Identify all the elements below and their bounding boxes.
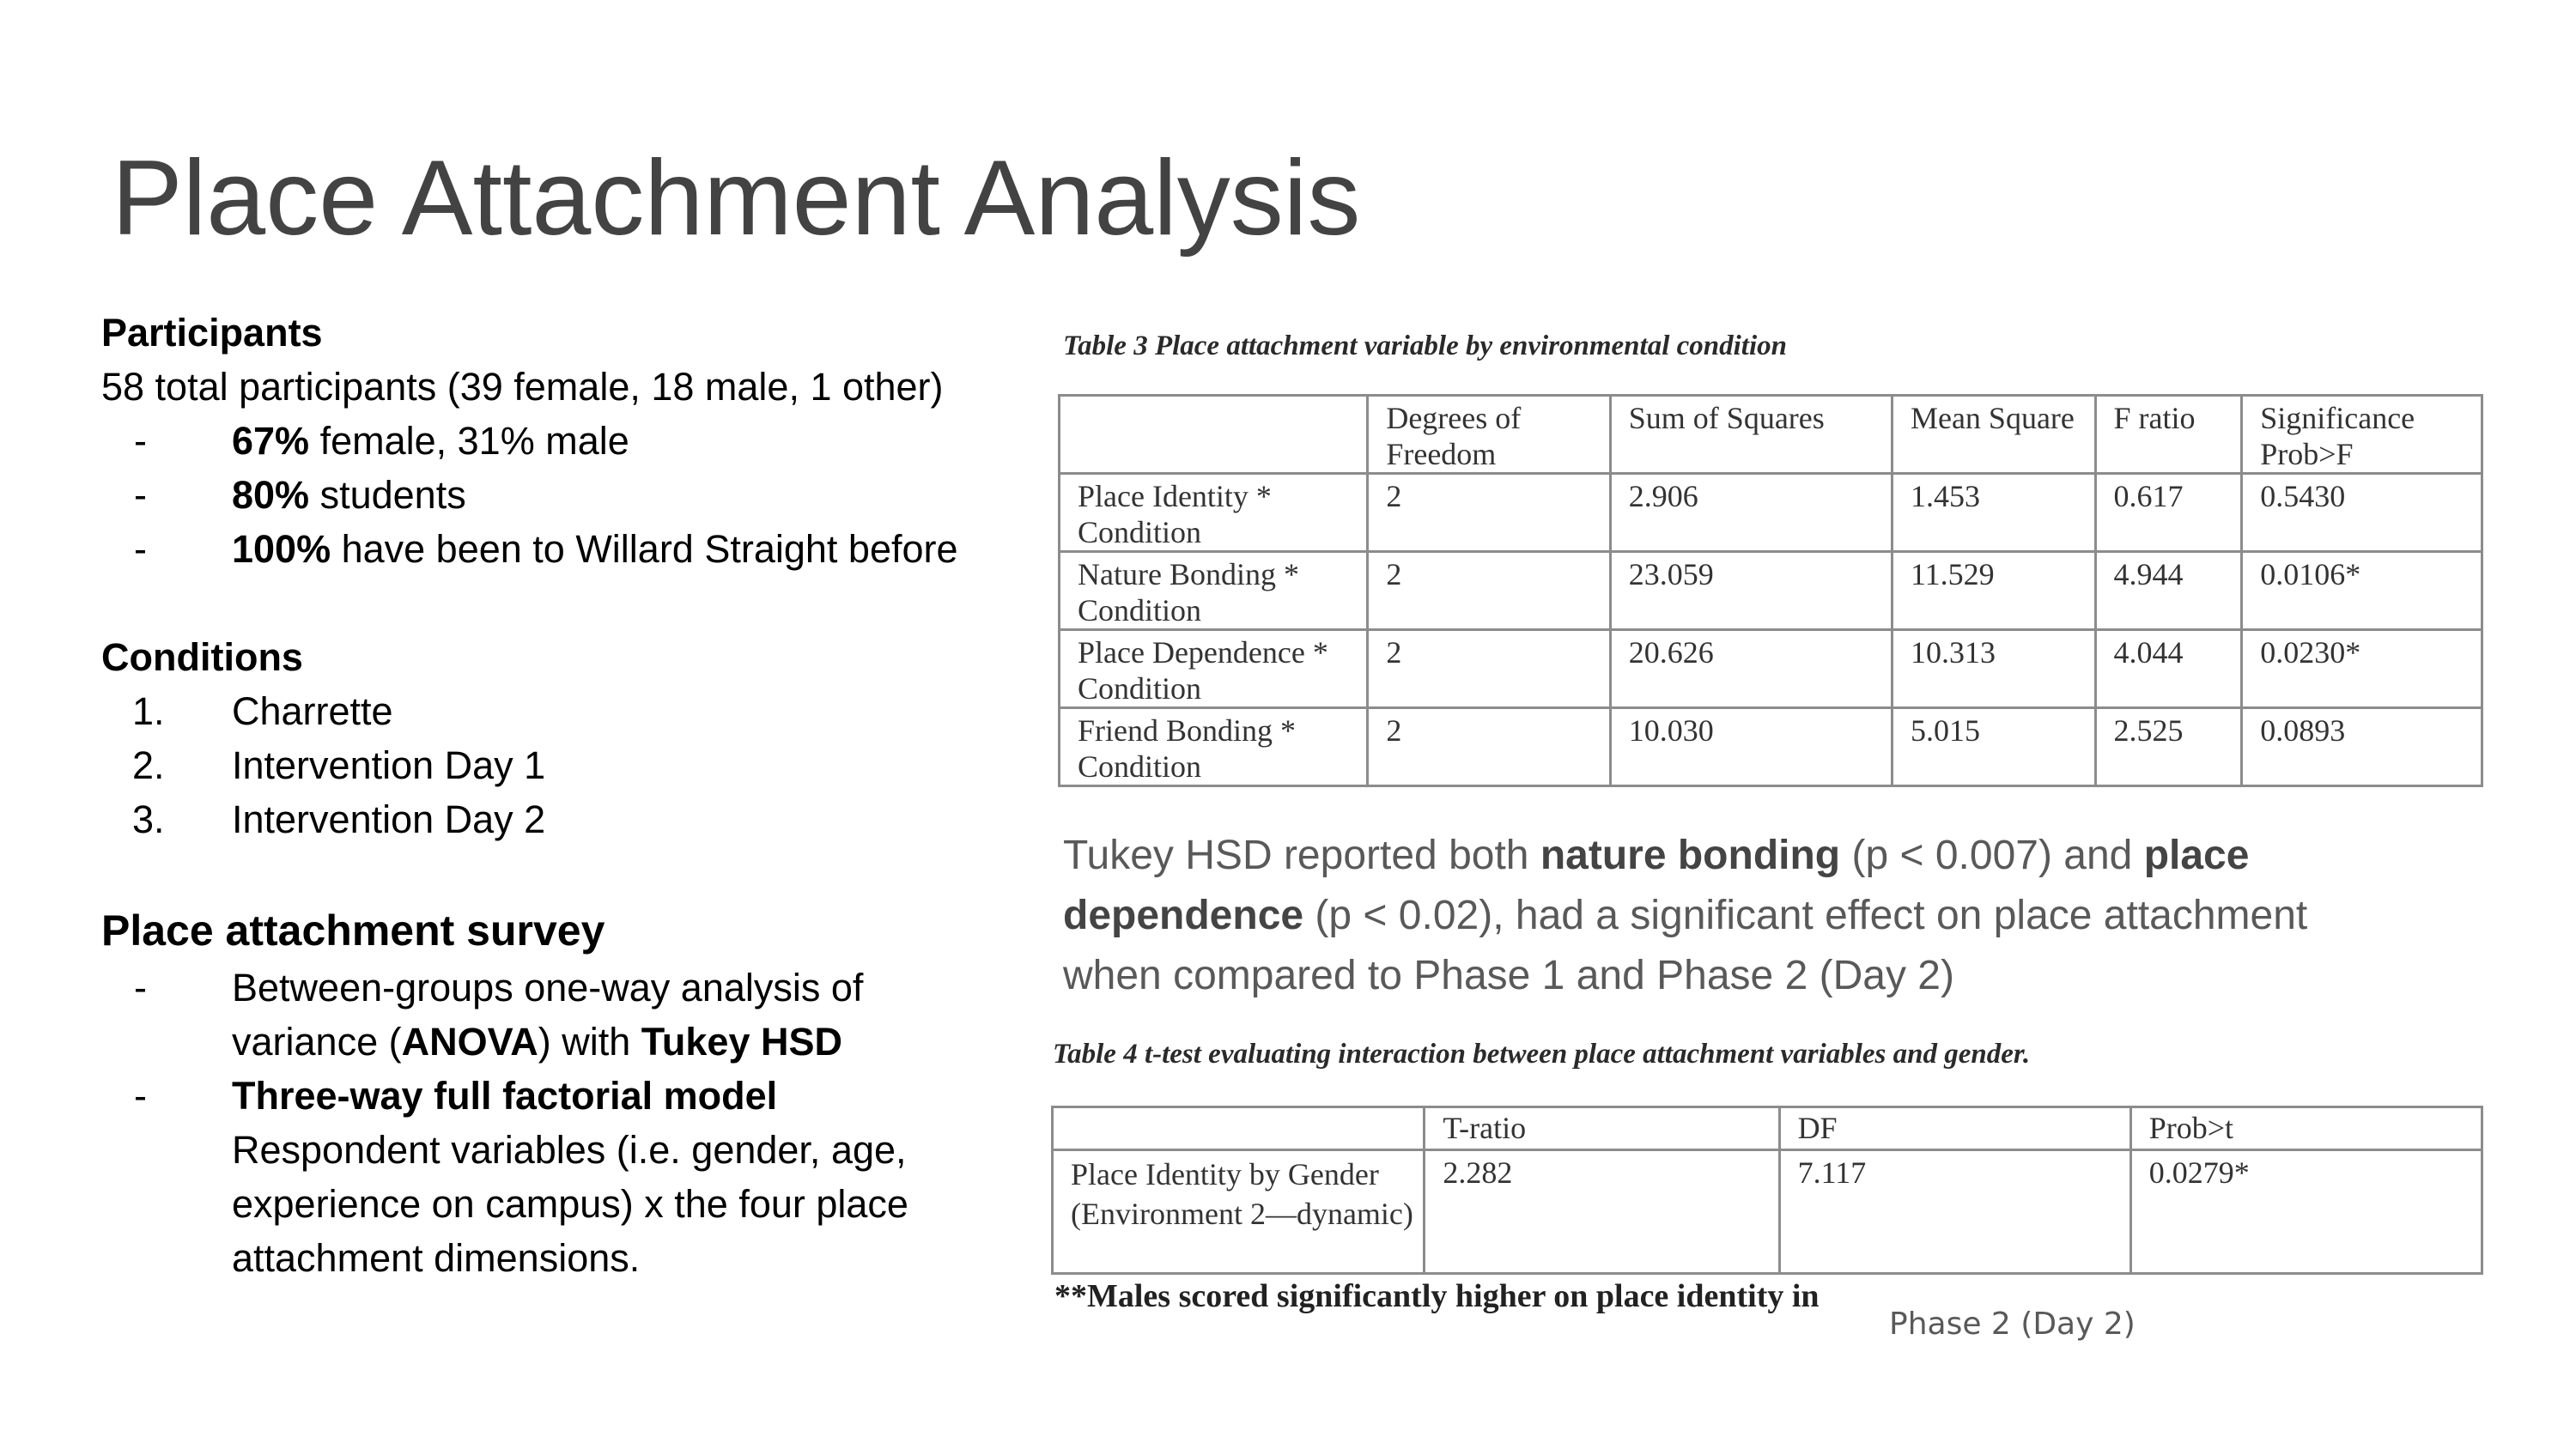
bullet-bold: 80% [232,473,310,517]
table-cell: Significance Prob>F [2242,396,2482,474]
bullet-marker: - [134,1074,147,1118]
tukey-paragraph [1063,826,2403,1006]
participants-bullet [101,414,1012,468]
table3 [1058,394,2483,787]
left-column [101,306,1012,1285]
condition-text: Intervention Day 1 [232,743,546,787]
table-cell [1060,396,1368,474]
participants-heading: Participants [101,311,323,355]
table-cell [1053,1107,1425,1150]
survey-text-line [232,1015,1012,1069]
nature-bonding-bold: nature bonding [1540,833,1841,878]
slide-title: Place Attachment Analysis [112,139,1361,258]
table-cell: 4.044 [2095,630,2242,708]
bullet-text: female, 31% male [309,419,629,463]
table-cell: Nature Bonding * Condition [1060,552,1368,630]
table-cell: 2 [1368,708,1610,786]
table-cell: Place Identity by Gender (Environment 2—dynamic) [1053,1150,1425,1274]
table-cell: 23.059 [1610,552,1892,630]
table-cell: Place Identity * Condition [1060,474,1368,552]
table-cell: 2.282 [1425,1150,1779,1274]
factorial-bold: Three-way full factorial model [232,1074,778,1118]
table-cell: 2 [1368,552,1610,630]
table-cell: 0.0893 [2242,708,2482,786]
table-cell: Sum of Squares [1610,396,1892,474]
table-cell: 2.525 [2095,708,2242,786]
condition-text: Intervention Day 2 [232,797,546,841]
table-cell: 11.529 [1892,552,2095,630]
condition-text: Charrette [232,689,393,733]
bullet-bold: 100% [232,527,331,571]
text-run: (p < 0.02), had a significant effect on place attachment when compared to Phase 1 and Phase 2 (Day 2) [1063,893,2308,998]
survey-text: experience on campus) x the four place [232,1182,908,1226]
table-cell: Friend Bonding * Condition [1060,708,1368,786]
table-cell: 0.0230* [2242,630,2482,708]
table-cell: 0.5430 [2242,474,2482,552]
anova-bold: ANOVA [401,1020,538,1064]
phase-label: Phase 2 (Day 2) [1889,1307,2136,1342]
table3-caption: Table 3 Place attachment variable by environmental condition [1063,330,1787,361]
list-number: 1. [132,689,165,733]
place-dependence-bold: place dependence [1063,833,2250,938]
condition-item [101,738,1012,792]
condition-item [101,684,1012,738]
conditions-heading: Conditions [101,635,303,679]
text-run: Tukey HSD reported both [1063,833,1540,878]
table-cell: 0.0279* [2130,1150,2482,1274]
participants-bullet [101,468,1012,522]
bullet-text: have been to Willard Straight before [331,527,958,571]
text-run: (p < 0.007) and [1840,833,2144,878]
table-cell: 10.313 [1892,630,2095,708]
table-cell: Degrees of Freedom [1368,396,1610,474]
participants-summary: 58 total participants (39 female, 18 male, 1 other) [101,365,944,409]
table-cell: 2 [1368,474,1610,552]
table-cell: 0.617 [2095,474,2242,552]
table-row [1060,630,2482,708]
list-number: 2. [132,743,165,787]
table-cell: 4.944 [2095,552,2242,630]
table-header-row [1053,1107,2482,1150]
table-row [1060,552,2482,630]
bullet-marker: - [134,966,147,1009]
table-cell: 2 [1368,630,1610,708]
text-run: ) with [538,1020,641,1064]
bullet-bold: 67% [232,419,310,463]
table-cell: 2.906 [1610,474,1892,552]
table-cell: T-ratio [1425,1107,1779,1150]
table-cell: 10.030 [1610,708,1892,786]
table4-footnote: **Males scored significantly higher on place identity in [1054,1278,1820,1314]
tukey-bold: Tukey HSD [641,1020,842,1064]
table-cell: DF [1779,1107,2130,1150]
survey-text: attachment dimensions. [232,1236,641,1280]
bullet-marker: - [134,527,147,571]
participants-bullet [101,522,1012,576]
survey-text: Between-groups one-way analysis of [232,966,864,1009]
text-run: variance ( [232,1020,402,1064]
bullet-text: students [309,473,466,517]
table-cell: 1.453 [1892,474,2095,552]
table4-caption: Table 4 t-test evaluating interaction between place attachment variables and gender. [1053,1039,2031,1070]
table-cell: F ratio [2095,396,2242,474]
bullet-marker: - [134,473,147,517]
table-cell: 20.626 [1610,630,1892,708]
table-cell: 0.0106* [2242,552,2482,630]
survey-bullet [101,1069,1012,1285]
table-cell: 5.015 [1892,708,2095,786]
table-cell: Place Dependence * Condition [1060,630,1368,708]
table-row [1060,708,2482,786]
bullet-marker: - [134,419,147,463]
table-cell: Prob>t [2130,1107,2482,1150]
survey-text: Respondent variables (i.e. gender, age, [232,1128,907,1172]
table-row [1053,1150,2482,1274]
list-number: 3. [132,797,165,841]
table-cell: 7.117 [1779,1150,2130,1274]
table-cell: Mean Square [1892,396,2095,474]
survey-heading: Place attachment survey [101,906,605,955]
table-row [1060,474,2482,552]
condition-item [101,792,1012,846]
table-header-row [1060,396,2482,474]
table4 [1051,1106,2483,1275]
survey-bullet [101,961,1012,1069]
